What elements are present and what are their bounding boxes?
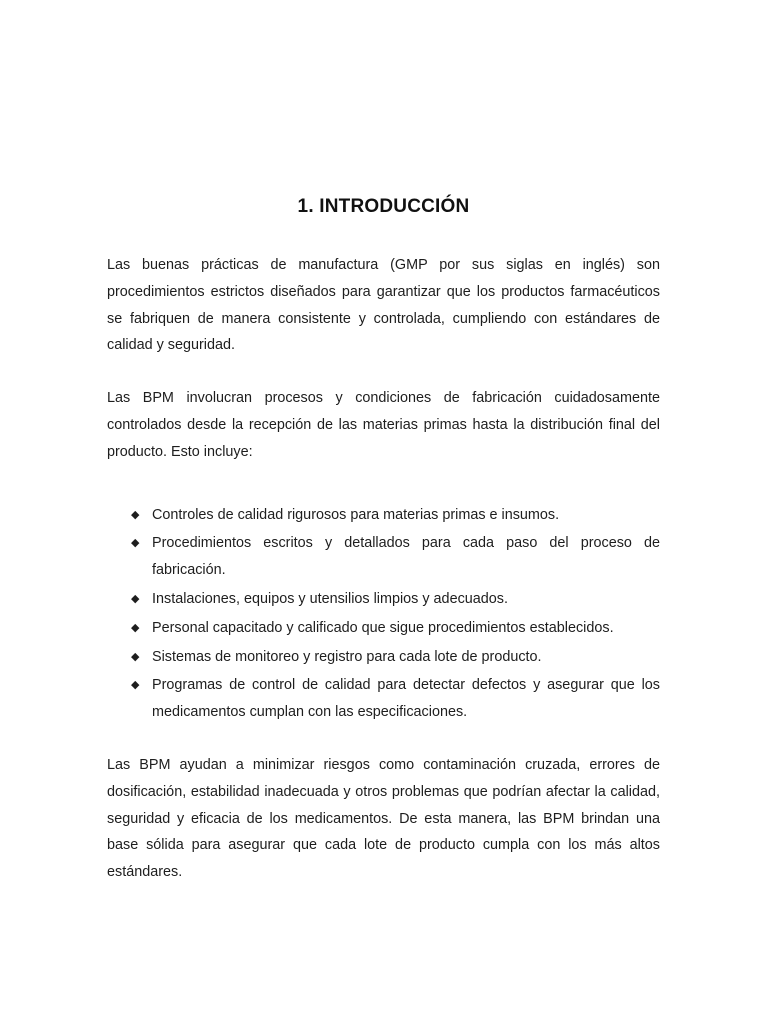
list-item-text: Sistemas de monitoreo y registro para cada lote de producto. [152,648,542,665]
diamond-bullet-icon: ◆ [131,537,140,550]
list-item [107,530,660,584]
diamond-bullet-icon: ◆ [131,592,140,605]
list-item [107,672,660,726]
list-item [107,586,660,613]
document-page [107,196,660,912]
list-item [107,615,660,642]
diamond-bullet-icon: ◆ [131,508,140,521]
list-item-text: Personal capacitado y calificado que sigue procedimientos establecidos. [152,619,614,636]
diamond-bullet-icon: ◆ [131,679,140,692]
list-item [107,502,660,529]
bpm-paragraph: Las BPM involucran procesos y condiciones de fabricación cuidadosamente controlados desde la recepción de las materias primas hasta la distribución final del producto. Esto incluye: [107,390,660,460]
diamond-bullet-icon: ◆ [131,650,140,663]
list-item [107,644,660,671]
list-item-text: Instalaciones, equipos y utensilios limpios y adecuados. [152,590,508,607]
list-item-text: Controles de calidad rigurosos para materias primas e insumos. [152,506,560,523]
conclusion-paragraph: Las BPM ayudan a minimizar riesgos como contaminación cruzada, errores de dosificación, estabilidad inadecuada y otros problemas que podrían afectar la calidad, seguridad y eficacia de los medicamentos. De esta manera, las BPM brindan una base sólida para asegurar que cada lote de producto cumpla con los más altos estándares. [107,756,660,881]
bullet-list [107,492,660,726]
diamond-bullet-icon: ◆ [131,621,140,634]
intro-paragraph: Las buenas prácticas de manufactura (GMP por sus siglas en inglés) son procedimientos estrictos diseñados para garantizar que los productos farmacéuticos se fabriquen de manera consistente y controlada, cumpliendo con estándares de calidad y seguridad. [107,257,660,354]
list-item-text: Programas de control de calidad para detectar defectos y asegurar que los medicamentos cumplan con las especificaciones. [152,677,660,721]
list-item-text: Procedimientos escritos y detallados para cada paso del proceso de fabricación. [152,535,660,579]
section-title: 1. INTRODUCCIÓN [297,196,470,217]
